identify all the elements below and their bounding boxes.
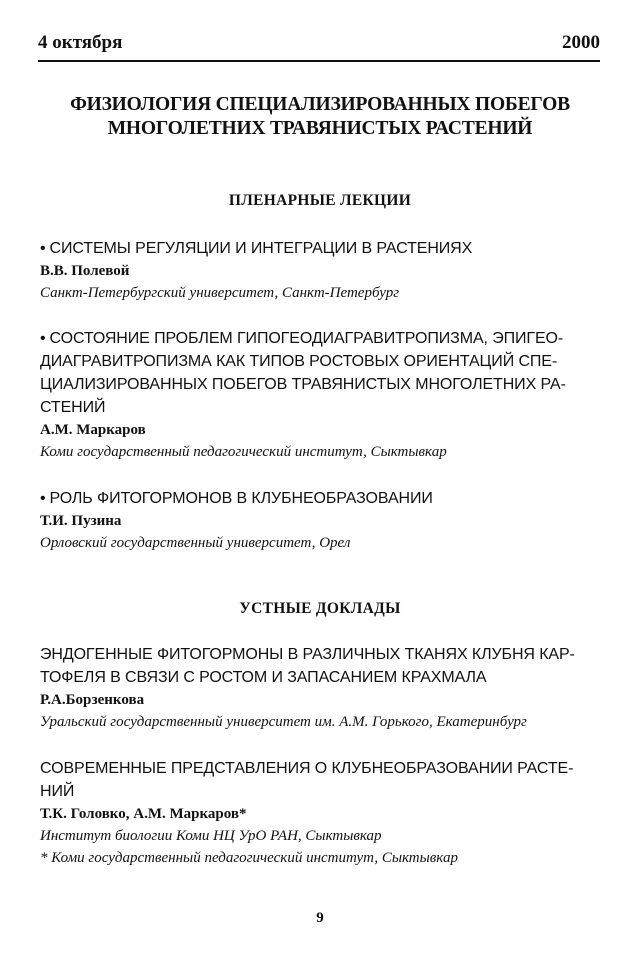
entry-author: Т.К. Головко, А.М. Маркаров* [40,806,247,822]
entry-title-line-1: РОЛЬ ФИТОГОРМОНОВ В КЛУБНЕОБРАЗОВАНИИ [49,490,433,507]
plenary-entry-2 [40,327,606,463]
entry-title [40,327,606,419]
entry-title-line-2: ТОФЕЛЯ В СВЯЗИ С РОСТОМ И ЗАПАСАНИЕМ КРАХМАЛА [40,669,487,686]
header-date: 4 октября [38,32,123,53]
entry-title-line-3: ЦИАЛИЗИРОВАННЫХ ПОБЕГОВ ТРАВЯНИСТЫХ МНОГОЛЕТНИХ РА- [40,376,566,393]
entry-affiliation: Санкт-Петербургский университет, Санкт-Петербург [40,285,400,301]
entry-title-line-1: СОСТОЯНИЕ ПРОБЛЕМ ГИПОГЕОДИАГРАВИТРОПИЗМА, ЭПИГЕО- [49,330,564,347]
entry-title [40,757,606,803]
page-title [30,93,610,141]
entry-author: В.В. Полевой [40,263,130,279]
entry-title-line-2: ДИАГРАВИТРОПИЗМА КАК ТИПОВ РОСТОВЫХ ОРИЕНТАЦИЙ СПЕ- [40,353,558,370]
entry-author: Р.А.Борзенкова [40,692,145,708]
entry-affiliation: Институт биологии Коми НЦ УрО РАН, Сыктывкар [40,828,382,844]
page-title-line-1: ФИЗИОЛОГИЯ СПЕЦИАЛИЗИРОВАННЫХ ПОБЕГОВ [70,94,570,115]
entry-author: А.М. Маркаров [40,422,146,438]
oral-entry-2 [40,757,606,869]
entry-affiliation: Коми государственный педагогический институт, Сыктывкар [40,444,447,460]
entry-title-line-4: СТЕНИЙ [40,399,106,416]
plenary-entry-3 [40,487,606,554]
entry-affiliation: Орловский государственный университет, Орел [40,535,351,551]
page-title-line-2: МНОГОЛЕТНИХ ТРАВЯНИСТЫХ РАСТЕНИЙ [107,118,533,139]
entry-affiliation-footnote: * Коми государственный педагогический институт, Сыктывкар [40,850,458,866]
page-number: 9 [316,910,324,926]
entry-title [40,237,606,260]
oral-entry-1 [40,643,606,733]
plenary-entry-1 [40,237,606,304]
running-header [38,30,600,62]
entry-affiliation: Уральский государственный университет им. А.М. Горького, Екатеринбург [40,714,527,730]
entry-author: Т.И. Пузина [40,513,122,529]
entry-title-line-1: СОВРЕМЕННЫЕ ПРЕДСТАВЛЕНИЯ О КЛУБНЕОБРАЗОВАНИИ РАСТЕ- [40,760,574,777]
bullet-icon: • [40,490,46,507]
section-heading-plenary: ПЛЕНАРНЫЕ ЛЕКЦИИ [228,192,412,209]
bullet-icon: • [40,240,46,257]
section-heading-oral: УСТНЫЕ ДОКЛАДЫ [239,600,401,617]
entry-title [40,643,606,689]
entry-title-line-2: НИЙ [40,783,75,800]
entry-title-line-1: СИСТЕМЫ РЕГУЛЯЦИИ И ИНТЕГРАЦИИ В РАСТЕНИЯХ [49,240,473,257]
entry-title-line-1: ЭНДОГЕННЫЕ ФИТОГОРМОНЫ В РАЗЛИЧНЫХ ТКАНЯХ КЛУБНЯ КАР- [40,646,575,663]
header-year: 2000 [562,32,600,53]
entry-title [40,487,606,510]
bullet-icon: • [40,330,46,347]
